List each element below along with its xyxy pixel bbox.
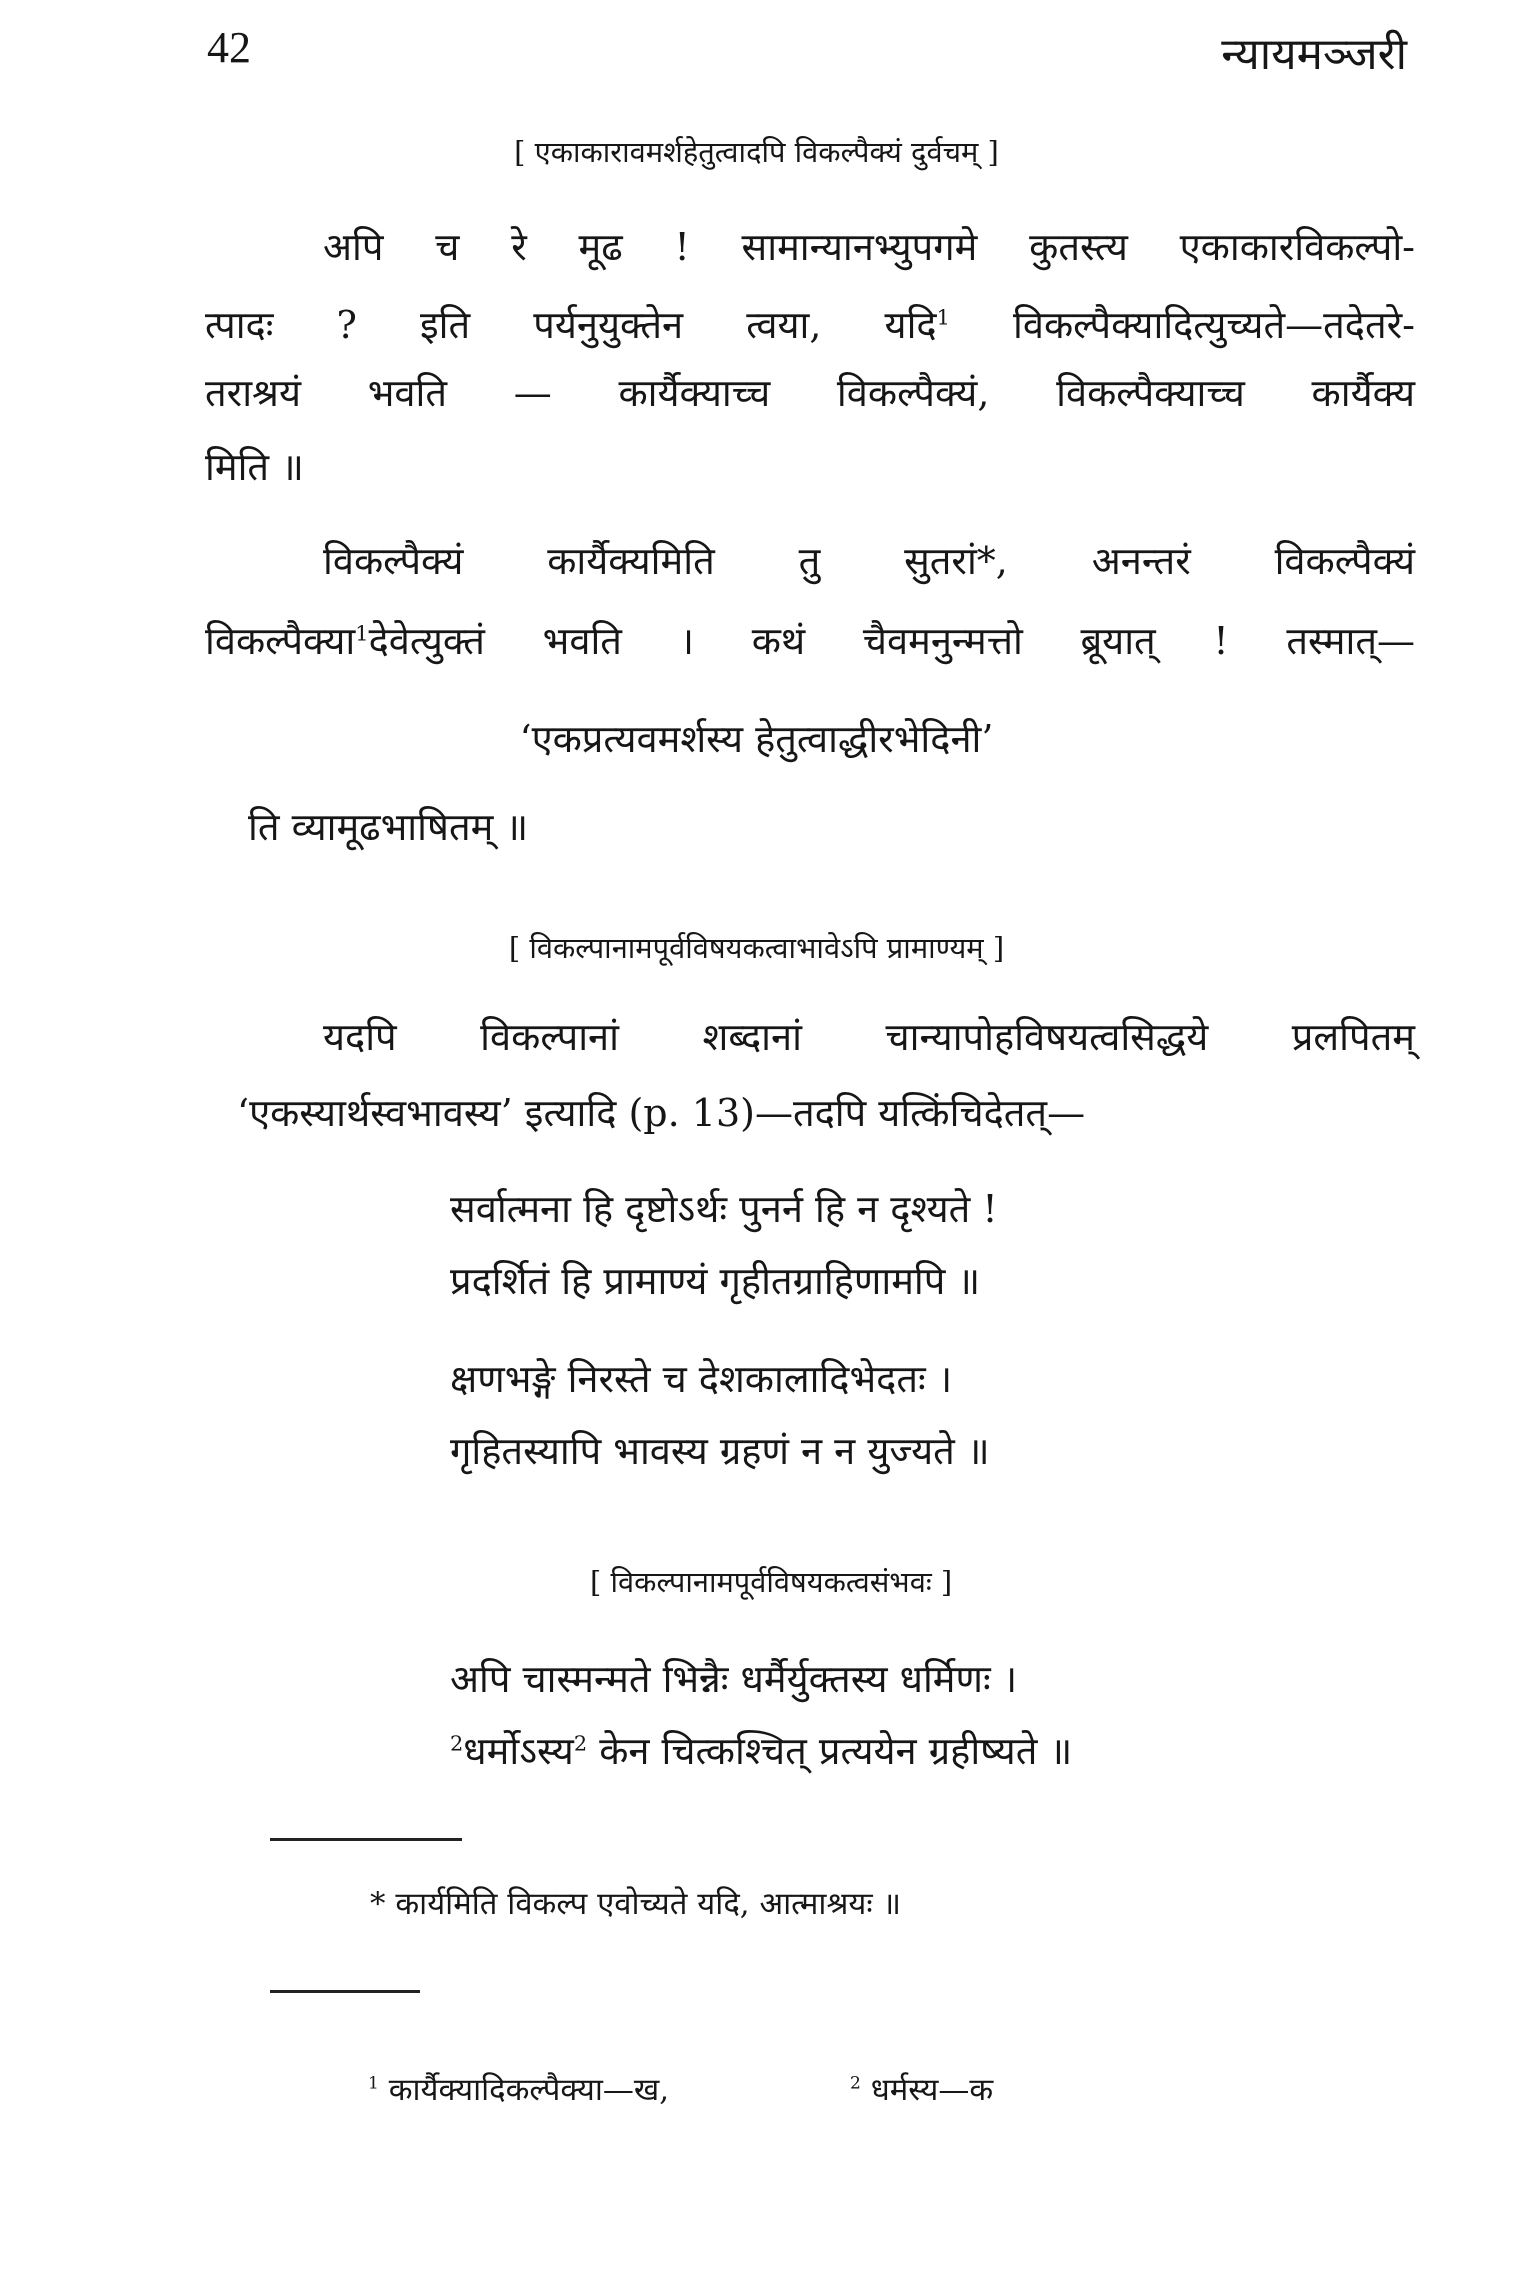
quoted-verse: ‘एकप्रत्यवमर्शस्य हेतुत्वाद्धीरभेदिनी’ [519,717,994,761]
footnote-marker: 1 [368,2073,379,2094]
footnote-rule [270,1838,462,1841]
footnote-marker: 1 [355,621,369,646]
verse-line: सर्वात्मना हि दृष्टोऽर्थः पुनर्न हि न दृश्यते ! [450,1187,998,1231]
text-segment: धर्मोऽस्य [463,1729,574,1773]
text-line [205,298,1415,350]
footnote-marker: 2 [450,1731,464,1756]
text-segment: देवेत्युक्तं भवति । कथं चैवमनुन्मत्तो ब्रूयात् ! तस्मात्— [368,619,1415,663]
footnote-marker: 2 [573,1731,588,1756]
text-line: ‘एकस्यार्थस्वभावस्य’ इत्यादि (p. 13)—तदपि यत्किंचिदेतत्— [237,1091,1086,1135]
text-segment: विकल्पैक्यादित्युच्यते—तदेतरे- [1013,303,1415,347]
quote-continuation: ति व्यामूढभाषितम् ॥ [248,805,529,849]
footnote-text: धर्मस्य—क [870,2072,994,2108]
verse-2 [450,1352,990,1476]
footnote-marker: 2 [850,2073,861,2094]
verse-3 [450,1652,1072,1776]
footnote-rule [270,1990,420,1993]
footnote-1 [368,2068,669,2110]
text-line: मिति ॥ [205,445,304,489]
verse-1 [450,1182,998,1306]
verse-line: प्रदर्शितं हि प्रामाण्यं गृहीतग्राहिणामपि ॥ [450,1259,981,1303]
section-heading-3: [ विकल्पानामपूर्वविषयकत्वसंभवः ] [590,1565,953,1599]
text-segment: केन चित्कश्चित् प्रत्ययेन ग्रहीष्यते ॥ [599,1729,1073,1773]
footnote-marker: 1 [936,305,950,330]
text-segment: त्पादः ? इति पर्यनुयुक्तेन त्वया, यदि [205,303,937,347]
verse-line: गृहितस्यापि भावस्य ग्रहणं न न युज्यते ॥ [450,1429,990,1473]
text-line: तराश्रयं भवति — कार्यैक्याच्च विकल्पैक्यं, विकल्पैक्याच्च कार्यैक्य [205,371,1415,415]
verse-line: क्षणभङ्गे निरस्ते च देशकालादिभेदतः । [450,1357,953,1401]
text-line [205,614,1415,666]
section-heading-2: [ विकल्पानामपूर्वविषयकत्वाभावेऽपि प्रामाण्यम् ] [508,931,1005,965]
verse-line: अपि चास्मन्मते भिन्नैः धर्मैर्युक्तस्य धर्मिणः । [450,1657,1018,1701]
running-title: न्यायमञ्जरी [1221,29,1407,80]
section-heading-1: [ एकाकारावमर्शहेतुत्वादपि विकल्पैक्यं दुर्वचम् ] [514,135,999,169]
footnote-text: कार्यैक्यादिकल्पैक्या—ख, [388,2072,670,2108]
footnote-star: * कार्यमिति विकल्प एवोच्यते यदि, आत्माश्रयः ॥ [370,1886,902,1922]
text-segment: विकल्पैक्या [205,619,356,663]
text-line: यदपि विकल्पानां शब्दानां चान्यापोहविषयत्वसिद्धये प्रलपितम् [323,1015,1415,1059]
text-line: अपि च रे मूढ ! सामान्यानभ्युपगमे कुतस्त्य एकाकारविकल्पो- [323,225,1415,269]
verse-line [450,1724,1072,1776]
page-number: 42 [207,23,251,72]
footnote-2 [850,2068,993,2110]
text-line: विकल्पैक्यं कार्यैक्यमिति तु सुतरां*, अनन्तरं विकल्पैक्यं [323,539,1415,583]
